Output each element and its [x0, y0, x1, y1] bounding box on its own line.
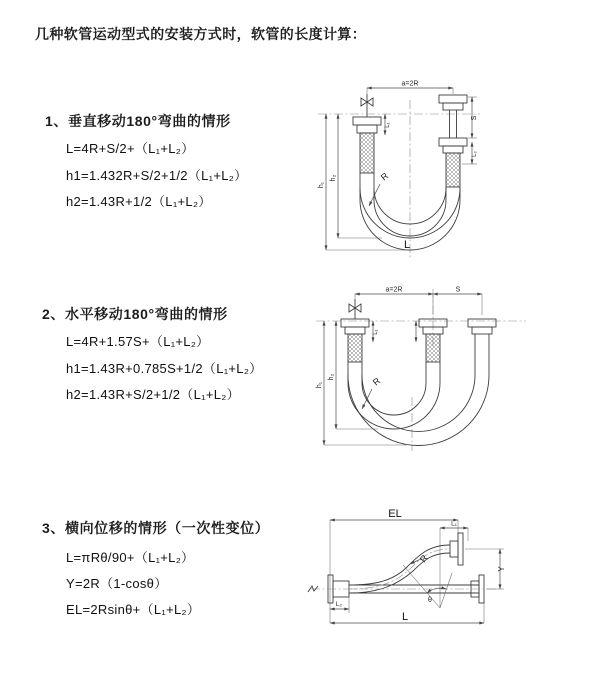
angle-label: θ [428, 597, 432, 604]
diagram-vertical-180-bend [312, 80, 582, 265]
formula: h1=1.43R+0.785S+1/2（L₁+L₂） [66, 361, 263, 376]
diagram-lateral-displacement [303, 505, 593, 645]
formula: EL=2Rsinθ+（L₁+L₂） [66, 602, 201, 617]
length-label: L [403, 239, 411, 251]
dim-label-a2r: a=2R [401, 80, 419, 88]
hose-s-curve [349, 545, 450, 593]
dim-label-l2: L₂ [472, 151, 478, 157]
dim-label-l1: L₁ [385, 122, 391, 128]
dim-label-l1: L₁ [373, 329, 379, 335]
formula: h1=1.432R+S/2+1/2（L₁+L₂） [66, 168, 248, 183]
section-1-heading: 1、垂直移动180°弯曲的情形 [45, 113, 231, 129]
dim-label-y: Y [497, 566, 506, 572]
formula: L=πRθ/90+（L₁+L₂） [66, 550, 195, 565]
dim-label-h2: h₂ [330, 174, 337, 182]
formula: Y=2R（1-cosθ） [66, 576, 168, 591]
right-fitting [439, 95, 467, 187]
dim-label-s: S [455, 286, 461, 294]
dim-label-a2r: a=2R [385, 286, 403, 294]
section-3-heading: 3、横向位移的情形（一次性变位） [42, 520, 270, 536]
section-2-heading: 2、水平移动180°弯曲的情形 [42, 306, 228, 322]
left-fitting [353, 117, 381, 173]
formula: L=4R+1.57S+（L₁+L₂） [66, 334, 210, 349]
dim-label-h1: h₁ [318, 181, 325, 189]
radius-label: R [417, 552, 430, 565]
dim-label-l1: L₁ [451, 520, 457, 528]
angle-theta-construction [403, 565, 452, 608]
dim-label-el: EL [388, 508, 402, 520]
formula: h2=1.43R+S/2+1/2（L₁+L₂） [66, 387, 240, 402]
dim-label-l: L [401, 611, 409, 623]
dim-label-h1: h₁ [316, 381, 323, 389]
radius-label: R [370, 375, 383, 388]
dim-label-h2: h₂ [328, 373, 335, 381]
page-title: 几种软管运动型式的安装方式时，软管的长度计算： [35, 26, 367, 42]
dim-label-l2: L₂ [335, 601, 343, 608]
radius-label: R [378, 170, 391, 183]
formula: h2=1.43R+1/2（L₁+L₂） [66, 194, 212, 209]
upper-flange [450, 533, 463, 565]
formula: L=4R+S/2+（L₁+L₂） [66, 141, 195, 156]
left-fitting [341, 319, 369, 362]
dim-label-s: S [471, 115, 478, 121]
diagram-horizontal-180-bend [312, 285, 590, 453]
